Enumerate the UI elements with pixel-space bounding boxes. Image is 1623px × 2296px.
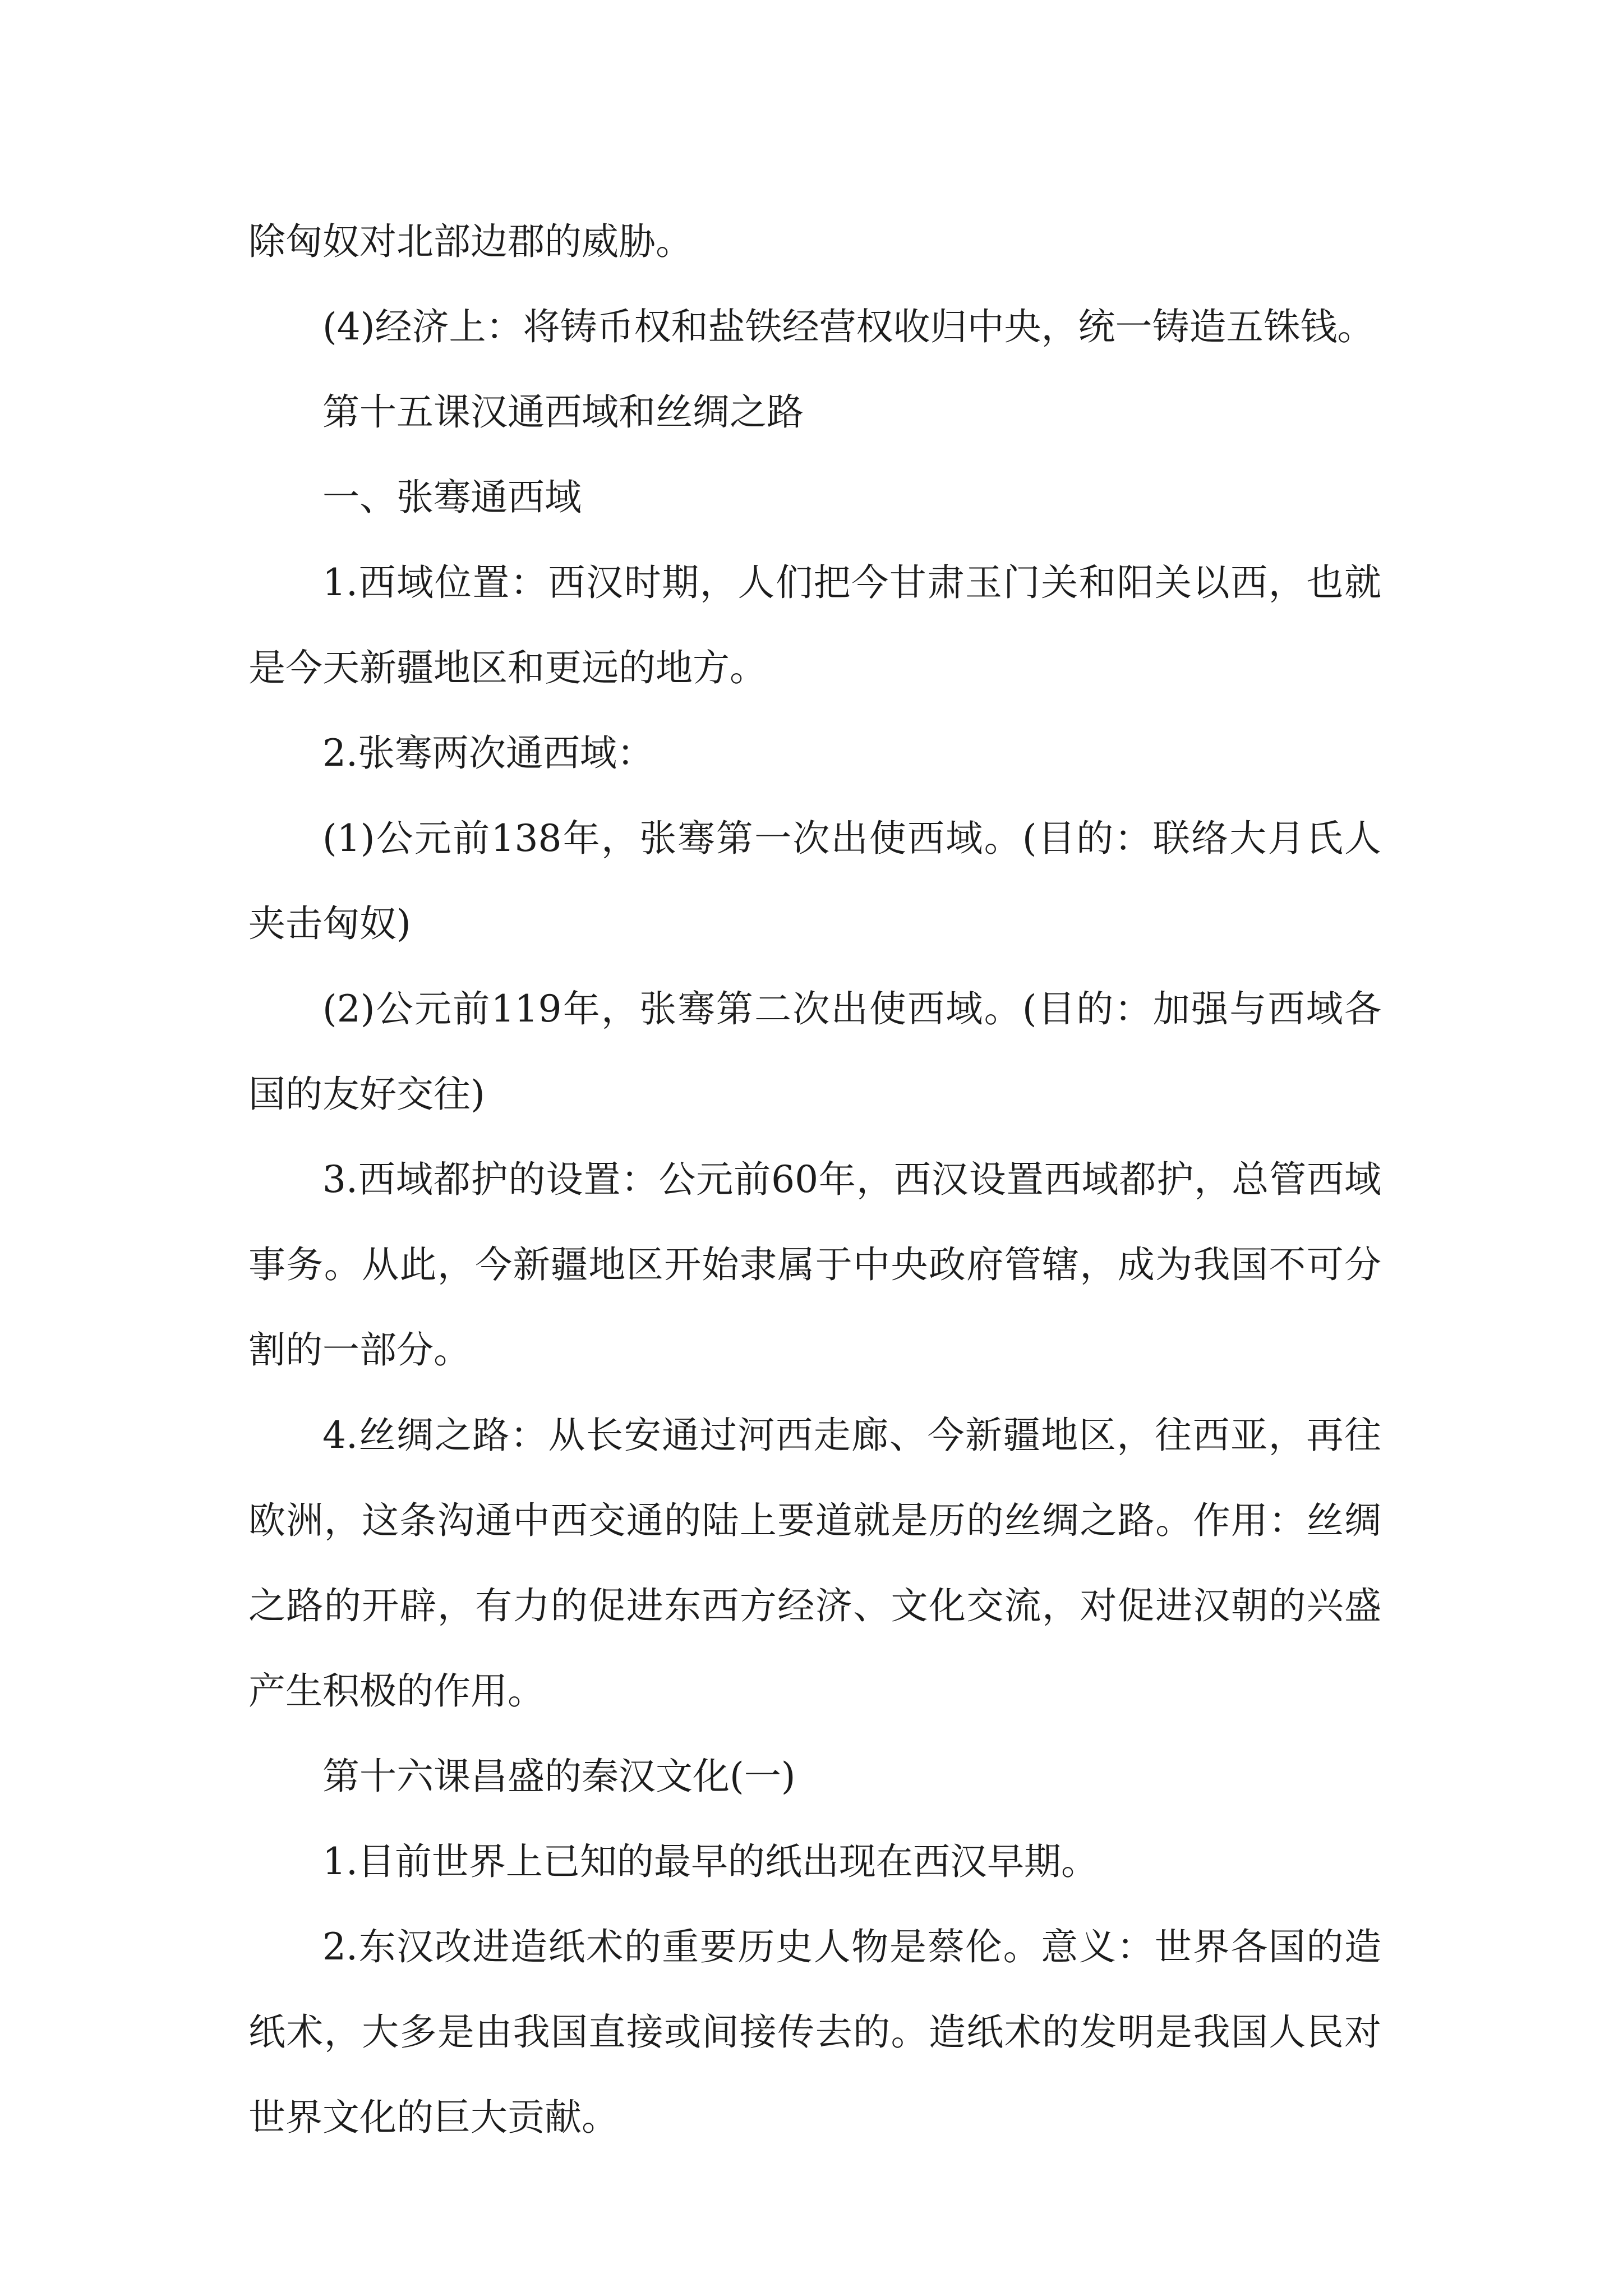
paragraph-cai-lun: 2.东汉改进造纸术的重要历史人物是蔡伦。意义：世界各国的造纸术，大多是由我国直接或间接传去的。造纸术的发明是我国人民对世界文化的巨大贡献。 <box>248 1925 1381 2139</box>
document-body <box>248 199 1381 2160</box>
section-zhang-qian-heading: 一、张骞通西域 <box>322 476 582 519</box>
lesson-15-title: 第十五课汉通西域和丝绸之路 <box>322 390 804 434</box>
paragraph-protectorate: 3.西域都护的设置：公元前60年，西汉设置西域都护，总管西域事务。从此，今新疆地区开始隶属于中央政府管辖，成为我国不可分割的一部分。 <box>248 1158 1381 1372</box>
paragraph-xiongnu-threat: 除匈奴对北部边郡的威胁。 <box>248 220 693 263</box>
paragraph-economic-policy: (4)经济上：将铸币权和盐铁经营权收归中央，统一铸造五铢钱。 <box>322 305 1375 348</box>
paragraph-silk-road: 4.丝绸之路：从长安通过河西走廊、今新疆地区，往西亚，再往欧洲，这条沟通中西交通的陆上要道就是历的丝绸之路。作用：丝绸之路的开辟，有力的促进东西方经济、文化交流，对促进汉朝的兴盛产生积极的作用。 <box>248 1414 1381 1713</box>
paragraph-western-regions-location: 1.西域位置：西汉时期，人们把今甘肃玉门关和阳关以西，也就是今天新疆地区和更远的地方。 <box>248 561 1381 689</box>
paragraph-two-missions-heading: 2.张骞两次通西域： <box>322 731 654 775</box>
paragraph-earliest-paper: 1.目前世界上已知的最早的纸出现在西汉早期。 <box>322 1840 1098 1883</box>
paragraph-first-mission: (1)公元前138年，张骞第一次出使西域。(目的：联络大月氏人夹击匈奴) <box>248 817 1381 945</box>
lesson-16-title: 第十六课昌盛的秦汉文化(一) <box>322 1755 796 1798</box>
paragraph-second-mission: (2)公元前119年，张骞第二次出使西域。(目的：加强与西域各国的友好交往) <box>248 987 1381 1116</box>
